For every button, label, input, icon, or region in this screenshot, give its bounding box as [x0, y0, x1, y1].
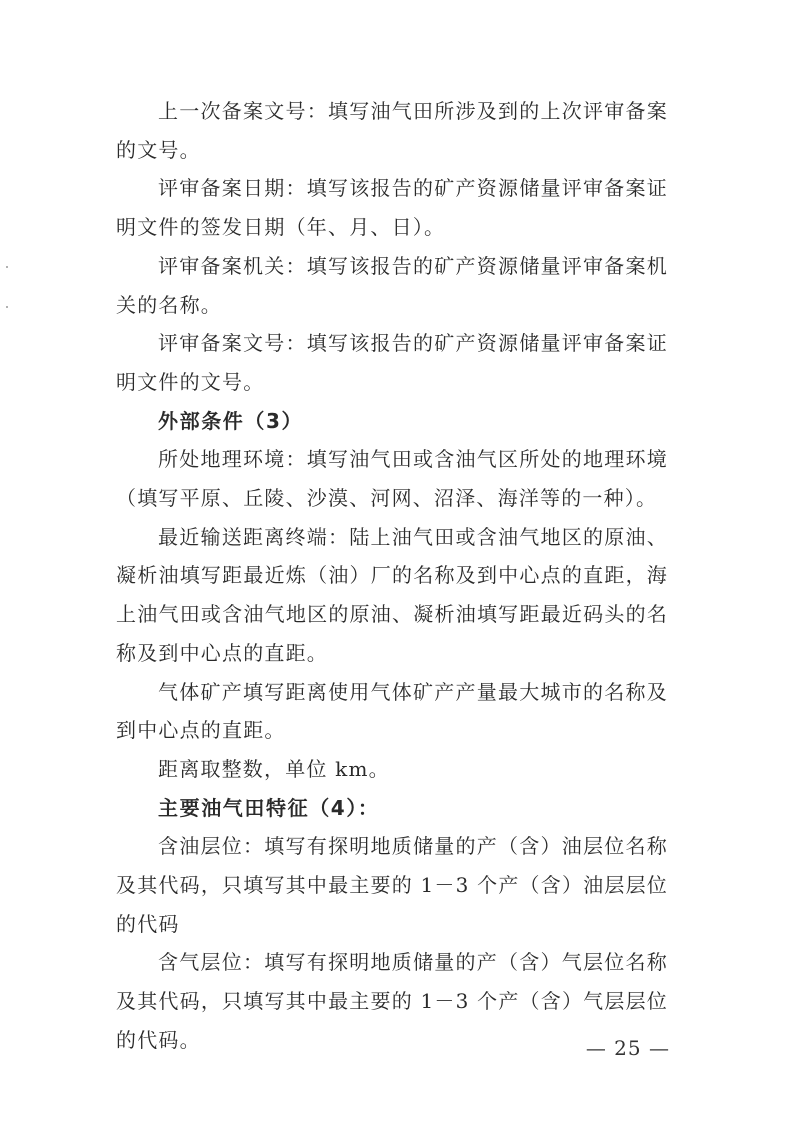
- paragraph-distance-unit: 距离取整数，单位 km。: [158, 756, 390, 781]
- page-number: — 25 —: [585, 1036, 670, 1060]
- paragraph-gas-bearing-horizon: 含气层位：填写有探明地质储量的产（含）气层位名称及其代码，只填写其中最主要的 1－3 个产（含）气层层位的代码。: [116, 950, 668, 1052]
- paragraph-gas-mineral-distance: 气体矿产填写距离使用气体矿产产量最大城市的名称及到中心点的直距。: [116, 679, 668, 743]
- paragraph-nearest-terminal: 最近输送距离终端：陆上油气田或含油气地区的原油、凝析油填写距最近炼（油）厂的名称及到中心点的直距，海上油气田或含油气地区的原油、凝析油填写距最近码头的名称及到中心点的直距。: [116, 524, 668, 665]
- paragraph-review-filing-number: 评审备案文号：填写该报告的矿产资源储量评审备案证明文件的文号。: [116, 331, 668, 394]
- paragraph-previous-filing-number: 上一次备案文号：填写油气田所涉及到的上次评审备案的文号。: [116, 99, 668, 162]
- paragraph-oil-bearing-horizon: 含油层位：填写有探明地质储量的产（含）油层位名称及其代码，只填写其中最主要的 1－3 个产（含）油层层位的代码: [116, 834, 668, 936]
- paragraph-review-filing-authority: 评审备案机关：填写该报告的矿产资源储量评审备案机关的名称。: [116, 253, 668, 317]
- scan-margin-mark: [6, 306, 8, 308]
- section-heading-external-conditions: 外部条件（3）: [158, 408, 304, 433]
- section-heading-field-characteristics: 主要油气田特征（4）：: [158, 795, 380, 820]
- body-text: [116, 92, 668, 1060]
- paragraph-review-filing-date: 评审备案日期：填写该报告的矿产资源储量评审备案证明文件的签发日期（年、月、日）。: [116, 176, 668, 240]
- scan-margin-mark: [6, 266, 8, 268]
- paragraph-geographic-environment: 所处地理环境：填写油气田或含油气区所处的地理环境（填写平原、丘陵、沙漠、河网、沼泽、海洋等的一种）。: [116, 447, 668, 511]
